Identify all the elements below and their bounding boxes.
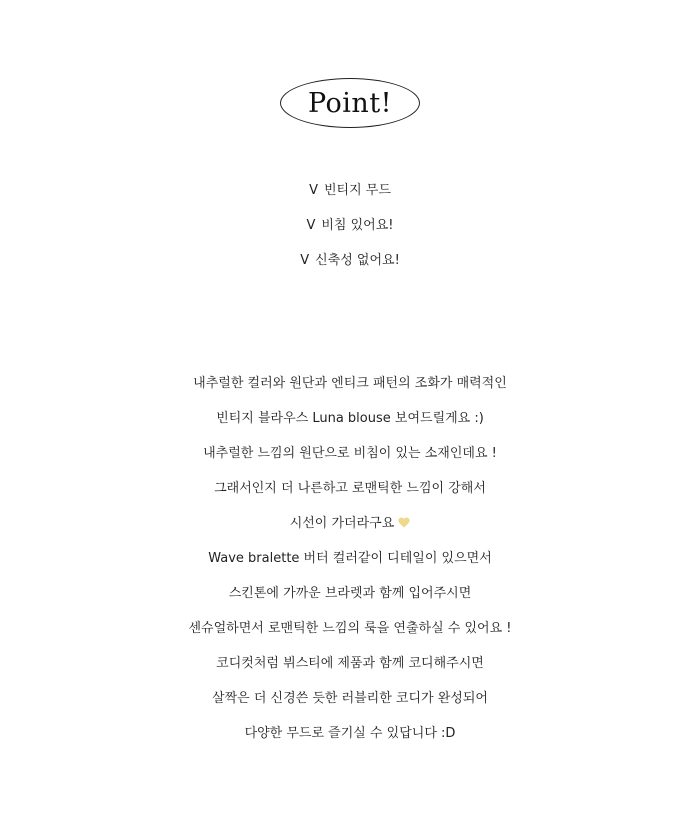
check-mark: V: [309, 183, 318, 198]
point-text: 비침 있어요!: [321, 218, 394, 233]
description: [0, 373, 700, 758]
description-line: 센슈얼하면서 로맨틱한 느낌의 룩을 연출하실 수 있어요 !: [188, 621, 512, 636]
point-text: 빈티지 무드: [323, 183, 391, 198]
point-oval-badge: [280, 78, 420, 128]
description-line: 코디컷처럼 뷔스티에 제품과 함께 코디해주시면: [216, 656, 484, 671]
point-item-no-stretch: [0, 250, 700, 285]
description-line: 빈티지 블라우스 Luna blouse 보여드릴게요 :): [216, 411, 484, 426]
description-line: 다양한 무드로 즐기실 수 있답니다 :D: [244, 726, 456, 741]
description-line: 내추럴한 컬러와 원단과 엔티크 패턴의 조화가 매력적인: [193, 376, 507, 391]
description-line-with-heart: [0, 513, 700, 548]
point-item-sheer: [0, 215, 700, 250]
point-item-vintage: [0, 180, 700, 215]
description-line: 내추럴한 느낌의 원단으로 비침이 있는 소재인데요 !: [203, 446, 497, 461]
yellow-heart-icon: [398, 517, 410, 528]
point-header: [0, 78, 700, 130]
description-line-text: 시선이 가더라구요: [289, 516, 395, 531]
description-line: 스킨톤에 가까운 브라렛과 함께 입어주시면: [228, 586, 472, 601]
point-title: Point!: [307, 88, 393, 119]
point-list: [0, 180, 700, 285]
description-line: Wave bralette 버터 컬러같이 디테일이 있으면서: [208, 551, 492, 566]
check-mark: V: [300, 253, 310, 268]
description-line: 그래서인지 더 나른하고 로맨틱한 느낌이 강해서: [214, 481, 486, 496]
description-line: 살짝은 더 신경쓴 듯한 러블리한 코디가 완성되어: [212, 691, 488, 706]
point-text: 신축성 없어요!: [315, 253, 400, 268]
check-mark: V: [306, 218, 316, 233]
